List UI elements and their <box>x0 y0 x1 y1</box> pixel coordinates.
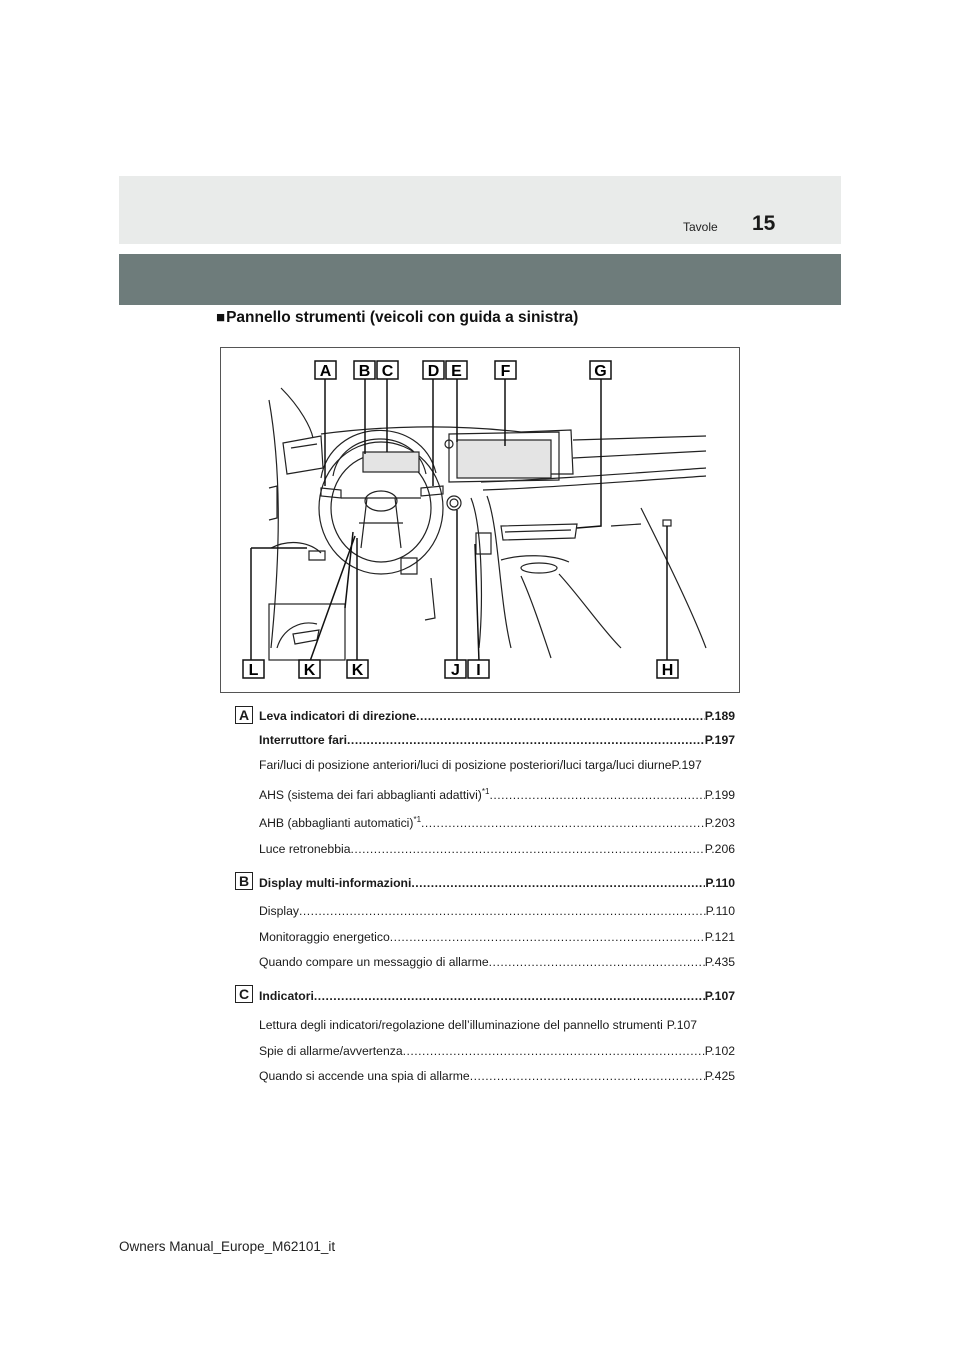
figure-label-b <box>354 361 375 380</box>
heading-square-icon: ■ <box>216 309 226 326</box>
list-item: Fari/luci di posizione anteriori/luci di posizione posteriori/luci targa/luci diurne P.197 <box>259 758 702 772</box>
section-title: Tavole <box>683 220 718 234</box>
list-item: Interruttore fari ..... P.197 <box>259 732 735 748</box>
list-item: Leva indicatori di direzione ..... P.189 <box>259 708 735 724</box>
svg-text:I: I <box>476 662 481 679</box>
svg-text:H: H <box>661 662 674 679</box>
svg-text:F: F <box>500 363 511 380</box>
figure-label-i <box>468 660 489 679</box>
figure-label-e <box>446 361 467 380</box>
header-dark-band <box>119 254 841 305</box>
figure-label-k-1 <box>299 660 320 679</box>
svg-text:G: G <box>594 363 607 380</box>
svg-text:K: K <box>303 662 316 679</box>
figure-label-a <box>315 361 336 380</box>
figure-label-f <box>495 361 516 380</box>
dashboard-drawing <box>221 348 741 694</box>
svg-text:K: K <box>351 662 364 679</box>
figure-label-l <box>243 660 264 679</box>
svg-text:B: B <box>358 363 371 380</box>
page-number: 15 <box>752 212 776 235</box>
list-item: Display ..... P.110 <box>259 903 735 919</box>
svg-text:C: C <box>381 363 394 380</box>
list-item: AHS (sistema dei fari abbaglianti adattivi)$^{*1}$ ..... P.199 <box>259 787 735 803</box>
figure-label-d <box>423 361 444 380</box>
dashboard-illustration <box>220 347 740 693</box>
list-item: AHB (abbaglianti automatici)$^{*1}$ ..... P.203 <box>259 815 735 831</box>
figure-label-h <box>657 660 678 679</box>
header-band <box>119 176 841 244</box>
heading-text: Pannello strumenti (veicoli con guida a sinistra) <box>226 309 579 326</box>
figure-label-k-2 <box>347 660 368 679</box>
svg-text:E: E <box>451 363 462 380</box>
list-item: Quando compare un messaggio di allarme ..... P.435 <box>259 954 735 970</box>
figure-label-c <box>377 361 398 380</box>
list-item: Lettura degli indicatori/regolazione dell’illuminazione del pannello strumenti P.107 <box>259 1018 698 1032</box>
list-item: Spie di allarme/avvertenza ..... P.102 <box>259 1043 735 1059</box>
group-label-b: B <box>235 872 253 890</box>
svg-text:J: J <box>451 662 460 679</box>
list-item: Indicatori ..... P.107 <box>259 988 735 1004</box>
svg-text:A: A <box>319 363 332 380</box>
list-item: Quando si accende una spia di allarme ..... P.425 <box>259 1068 735 1084</box>
footer-text: Owners Manual_Europe_M62101_it <box>119 1239 336 1254</box>
group-label-a: A <box>235 706 253 724</box>
svg-text:L: L <box>248 662 259 679</box>
figure-label-j <box>445 660 466 679</box>
section-heading <box>216 309 578 327</box>
list-item: Display multi-informazioni ..... P.110 <box>259 875 735 891</box>
svg-text:D: D <box>427 363 440 380</box>
figure-label-g <box>590 361 611 380</box>
group-label-c: C <box>235 985 253 1003</box>
list-item: Monitoraggio energetico ..... P.121 <box>259 929 735 945</box>
list-item: Luce retronebbia ..... P.206 <box>259 841 735 857</box>
